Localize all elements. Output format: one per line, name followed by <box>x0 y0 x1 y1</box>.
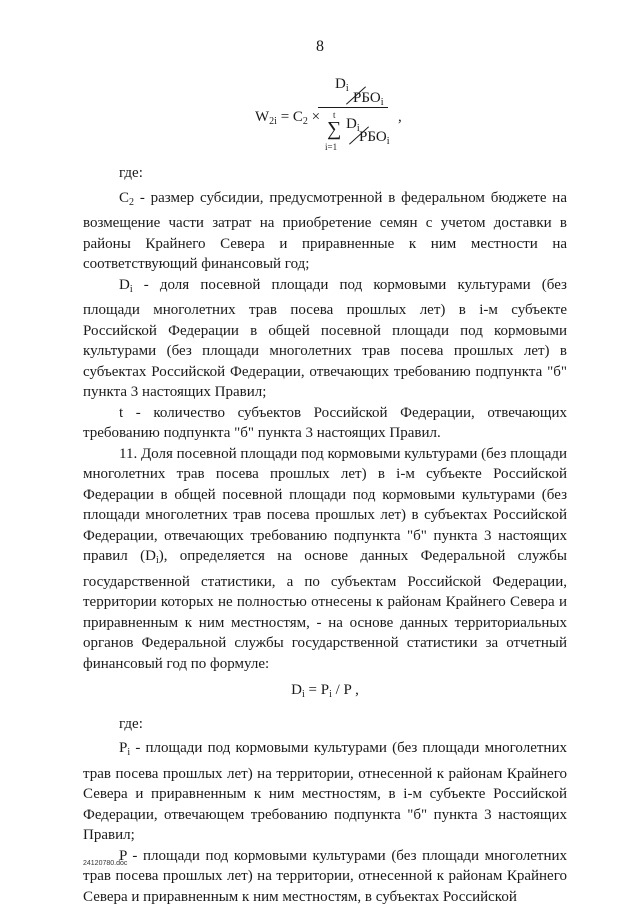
numerator-rbo: РБО <box>353 90 381 106</box>
body-text <box>83 155 567 907</box>
paragraph-t: t - количество субъектов Российской Федерации, отвечающих требованию подпункта "б" пункта 3 настоящих Правил. <box>83 403 567 444</box>
denominator-rbo: РБО <box>359 129 387 145</box>
where-label-1: где: <box>119 163 567 184</box>
formula2-rest: / P , <box>332 682 359 698</box>
paragraph-11-part-a: 11. Доля посевной площади под кормовыми культурами (без площади многолетних трав посева прошлых лет) в i-м субъекте Российской Федерации в общей посевной площади под кормовыми культурами (без площади многолетних трав посева прошлых лет) в субъектах Российской Федерации, отвечающих требованию подпункта "б" пункта 3 настоящих правил (D <box>83 446 567 565</box>
c2-definition: - размер субсидии, предусмотренной в федеральном бюджете на возмещение части затрат на приобретение семян с учетом доставки в районы Крайнего Севера и приравненные к ним местности на соответствующий финансовый год; <box>83 190 567 273</box>
formula-numerator <box>335 76 349 94</box>
paragraph-c2 <box>83 188 567 275</box>
formula2-equals-p: = P <box>305 682 329 698</box>
formula-c-symbol: = C <box>281 109 303 125</box>
formula2-d: D <box>291 682 302 698</box>
formula2-p-subscript: i <box>329 689 332 700</box>
formula-w2i <box>255 74 455 164</box>
formula2-d-subscript: i <box>302 689 305 700</box>
pi-symbol: P <box>119 740 127 756</box>
numerator-rbo-subscript: i <box>381 97 384 108</box>
paragraph-11-part-b: ), определяется на основе данных Федеральной службы государственной статистики, а по субъектам Российской Федерации, территории которых не полностью отнесены к районам Крайнего Севера и приравненным к ним местностям, - на основе данных территориальных органов Федеральной службы государственной статистики за отчетный финансовый год по формуле: <box>83 548 567 672</box>
pi-definition: - площади под кормовыми культурами (без площади многолетних трав посева прошлых лет) на территории, отнесенной к районам Крайнего Севера и приравненным к ним местностям, в i-м субъекте Российской Федерации, отвечающем требованию подпункта "б" пункта 3 настоящих Правил; <box>83 740 567 843</box>
paragraph-11 <box>83 444 567 675</box>
paragraph-di <box>83 275 567 403</box>
paragraph-11-subscript: i <box>156 555 159 566</box>
formula-comma: , <box>398 109 402 126</box>
di-subscript: i <box>130 284 133 295</box>
fraction-bar <box>318 107 388 108</box>
numerator-d: D <box>335 76 346 92</box>
formula-w-subscript: 2i <box>269 116 277 127</box>
formula-lhs <box>255 109 320 127</box>
footer-filename: 24120780.doc <box>83 860 127 867</box>
paragraph-p: P - площади под кормовыми культурами (без площади многолетних трав посева прошлых лет) на территории, отнесенной к районам Крайнего Севера и приравненным к ним местностям, в субъектах Российской <box>83 846 567 907</box>
formula-denominator <box>319 112 409 152</box>
formula-w-symbol: W <box>255 109 269 125</box>
di-definition: - доля посевной площади под кормовыми культурами (без площади многолетних трав посева прошлых лет) в i-м субъекте Российской Федерации в общей посевной площади под кормовыми культурами (без площади многолетних трав посева прошлых лет) в субъектах Российской Федерации, отвечающих требованию подпункта "б" пункта 3 настоящих Правил; <box>83 277 567 401</box>
formula-times-sign: × <box>312 109 320 125</box>
formula-di <box>83 680 567 706</box>
where-label-2: где: <box>119 714 567 735</box>
sum-upper-limit: t <box>333 110 336 120</box>
c2-subscript: 2 <box>129 197 134 208</box>
formula-c-subscript: 2 <box>303 116 308 127</box>
denominator-rbo-subscript: i <box>387 136 390 147</box>
paragraph-pi <box>83 738 567 846</box>
c2-symbol: C <box>119 190 129 206</box>
sum-lower-limit: i=1 <box>325 142 337 152</box>
sum-sign: ∑ <box>327 118 341 141</box>
numerator-d-subscript: i <box>346 83 349 94</box>
pi-subscript: i <box>127 747 130 758</box>
denominator-d: D <box>346 116 357 132</box>
di-symbol: D <box>119 277 130 293</box>
page-number: 8 <box>0 38 640 56</box>
denominator-d-subscript: i <box>357 123 360 134</box>
